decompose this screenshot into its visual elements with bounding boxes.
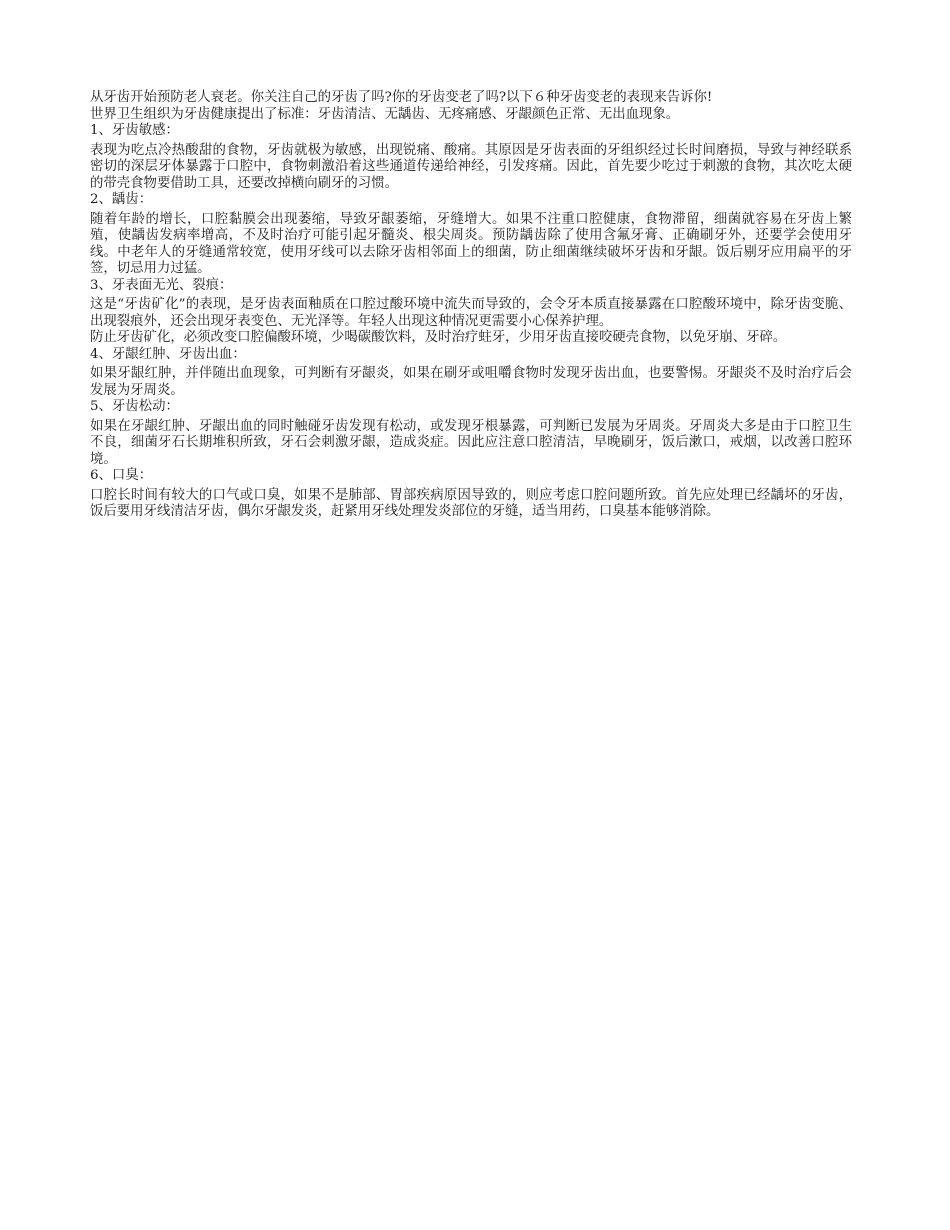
section-paragraph-surface-2: 防止牙齿矿化，必须改变口腔偏酸环境，少喝碳酸饮料，及时治疗蛀牙，少用牙齿直接咬硬壳食物，以免牙崩、牙碎。 [90, 330, 787, 345]
section-heading-surface: 3、牙表面无光、裂痕： [90, 277, 233, 293]
section-heading-gums: 4、牙龈红肿、牙齿出血： [90, 346, 246, 362]
section-paragraph-surface-1: 这是“牙齿矿化”的表现，是牙齿表面釉质在口腔过酸环境中流失而导致的，会令牙本质直接暴露在口腔酸环境中，除牙齿变脆、出现裂痕外，还会出现牙表变色、无光泽等。年轻人出现这种情况更需要小心保养护理。 [90, 297, 852, 329]
section-heading-caries: 2、龋齿： [90, 192, 153, 207]
section-heading-loose: 5、牙齿松动： [90, 399, 179, 414]
section-paragraph-sensitivity: 表现为吃点冷热酸甜的食物，牙齿就极为敏感，出现锐痛、酸痛。其原因是牙齿表面的牙组织经过长时间磨损，导致与神经联系密切的深层牙体暴露于口腔中，食物刺激沿着这些通道传递给神经，引发疼痛。因此，首先要少吃过于刺激的食物，其次吃太硬的带壳食物要借助工具，还要改掉横向刷牙的习惯。 [90, 142, 852, 191]
section-heading-sensitivity: 1、牙齿敏感： [90, 123, 179, 138]
section-heading-breath: 6、口臭： [90, 468, 153, 483]
section-paragraph-breath: 口腔长时间有较大的口气或口臭，如果不是肺部、胃部疾病原因导致的，则应考虑口腔问题所致。首先应处理已经龋坏的牙齿，饭后要用牙线清洁牙齿，偶尔牙龈发炎，赶紧用牙线处理发炎部位的牙缝，适当用药，口臭基本能够消除。 [90, 487, 852, 519]
section-paragraph-gums: 如果牙龈红肿，并伴随出血现象，可判断有牙龈炎，如果在刷牙或咀嚼食物时发现牙齿出血，也要警惕。牙龈炎不及时治疗后会发展为牙周炎。 [90, 366, 852, 398]
who-standard-paragraph: 世界卫生组织为牙齿健康提出了标准：牙齿清洁、无龋齿、无疼痛感、牙龈颜色正常、无出血现象。 [90, 106, 680, 122]
document-body [90, 90, 852, 521]
intro-paragraph: 从牙齿开始预防老人衰老。你关注自己的牙齿了吗?你的牙齿变老了吗?以下６种牙齿变老的表现来告诉你! [90, 90, 713, 105]
section-paragraph-loose: 如果在牙龈红肿、牙龈出血的同时触碰牙齿发现有松动，或发现牙根暴露，可判断已发展为牙周炎。牙周炎大多是由于口腔卫生不良，细菌牙石长期堆积所致，牙石会刺激牙龈，造成炎症。因此应注意口腔清洁，早晚刷牙，饭后漱口，戒烟，以改善口腔环境。 [90, 418, 852, 467]
section-paragraph-caries: 随着年龄的增长，口腔黏膜会出现萎缩，导致牙龈萎缩，牙缝增大。如果不注重口腔健康，食物滞留，细菌就容易在牙齿上繁殖，使龋齿发病率增高，不及时治疗可能引起牙髓炎、根尖周炎。预防龋齿除了使用含氟牙膏、正确刷牙外，还要学会使用牙线。中老年人的牙缝通常较宽，使用牙线可以去除牙齿相邻面上的细菌，防止细菌继续破坏牙齿和牙龈。饭后剔牙应用扁平的牙签，切忌用力过猛。 [90, 211, 852, 276]
